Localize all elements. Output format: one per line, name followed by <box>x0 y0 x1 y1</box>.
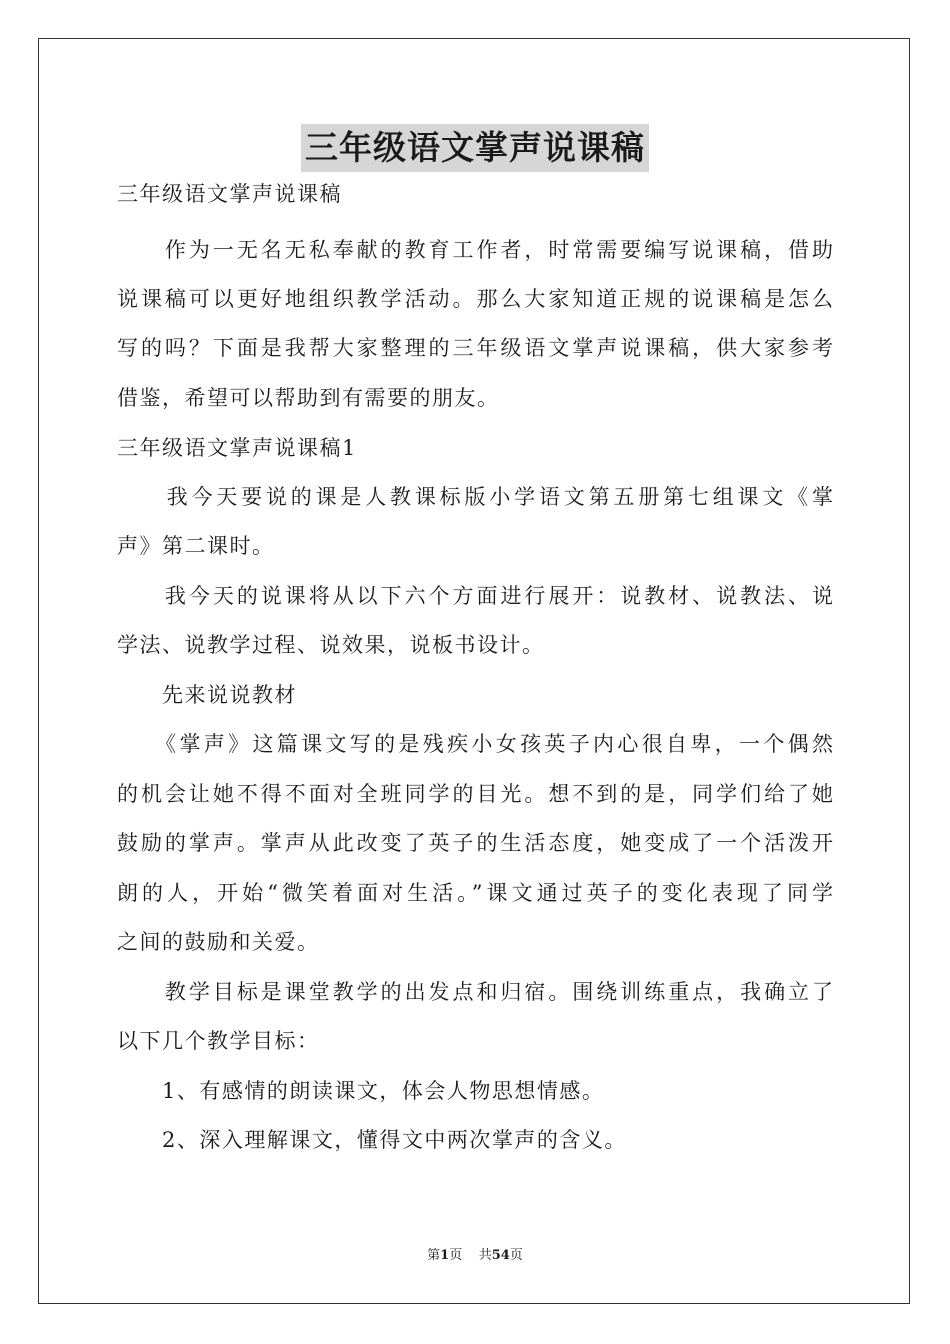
section-heading: 三年级语文掌声说课稿1 <box>117 436 357 460</box>
text-line: 以下几个教学目标： <box>117 1029 320 1053</box>
text-line: 鼓励的掌声。掌声从此改变了英子的生活态度，她变成了一个活泼开 <box>117 831 833 855</box>
text-line: 说课稿可以更好地组织教学活动。那么大家知道正规的说课稿是怎么 <box>117 287 833 311</box>
list-item: 2、深入理解课文，懂得文中两次掌声的含义。 <box>117 1128 627 1152</box>
text-line: 先来说说教材 <box>117 683 297 707</box>
text-line: 声》第二课时。 <box>117 534 275 558</box>
text-line: 《掌声》这篇课文写的是残疾小女孩英子内心很自卑，一个偶然 <box>117 732 833 756</box>
text-line: 之间的鼓励和关爱。 <box>117 930 320 954</box>
total-prefix: 共 <box>478 1248 492 1263</box>
list-item: 1、有感情的朗读课文，体会人物思想情感。 <box>117 1079 605 1103</box>
page-number: 1 <box>440 1248 450 1263</box>
text-line: 写的吗？下面是我帮大家整理的三年级语文掌声说课稿，供大家参考 <box>117 336 833 360</box>
text-line: 我今天的说课将从以下六个方面进行展开：说教材、说教法、说 <box>117 584 833 608</box>
page-footer <box>0 1246 950 1266</box>
text-line: 学法、说教学过程、说效果，说板书设计。 <box>117 633 545 657</box>
text-line: 的机会让她不得不面对全班同学的目光。想不到的是，同学们给了她 <box>117 782 833 806</box>
total-suffix: 页 <box>509 1248 523 1263</box>
page-suffix: 页 <box>449 1248 463 1263</box>
page-border <box>38 38 910 1304</box>
page-prefix: 第 <box>427 1248 441 1263</box>
document-title: 三年级语文掌声说课稿 <box>301 124 649 172</box>
text-line: 我今天要说的课是人教课标版小学语文第五册第七组课文《掌 <box>117 485 833 509</box>
text-line: 作为一无名无私奉献的教育工作者，时常需要编写说课稿，借助 <box>117 238 833 262</box>
title-container <box>0 124 950 172</box>
total-pages: 54 <box>491 1248 510 1263</box>
text-line: 教学目标是课堂教学的出发点和归宿。围绕训练重点，我确立了 <box>117 980 833 1004</box>
text-line: 朗的人，开始“微笑着面对生活。”课文通过英子的变化表现了同学 <box>117 881 833 905</box>
subtitle-line: 三年级语文掌声说课稿 <box>117 182 342 206</box>
text-line: 借鉴，希望可以帮助到有需要的朋友。 <box>117 386 500 410</box>
